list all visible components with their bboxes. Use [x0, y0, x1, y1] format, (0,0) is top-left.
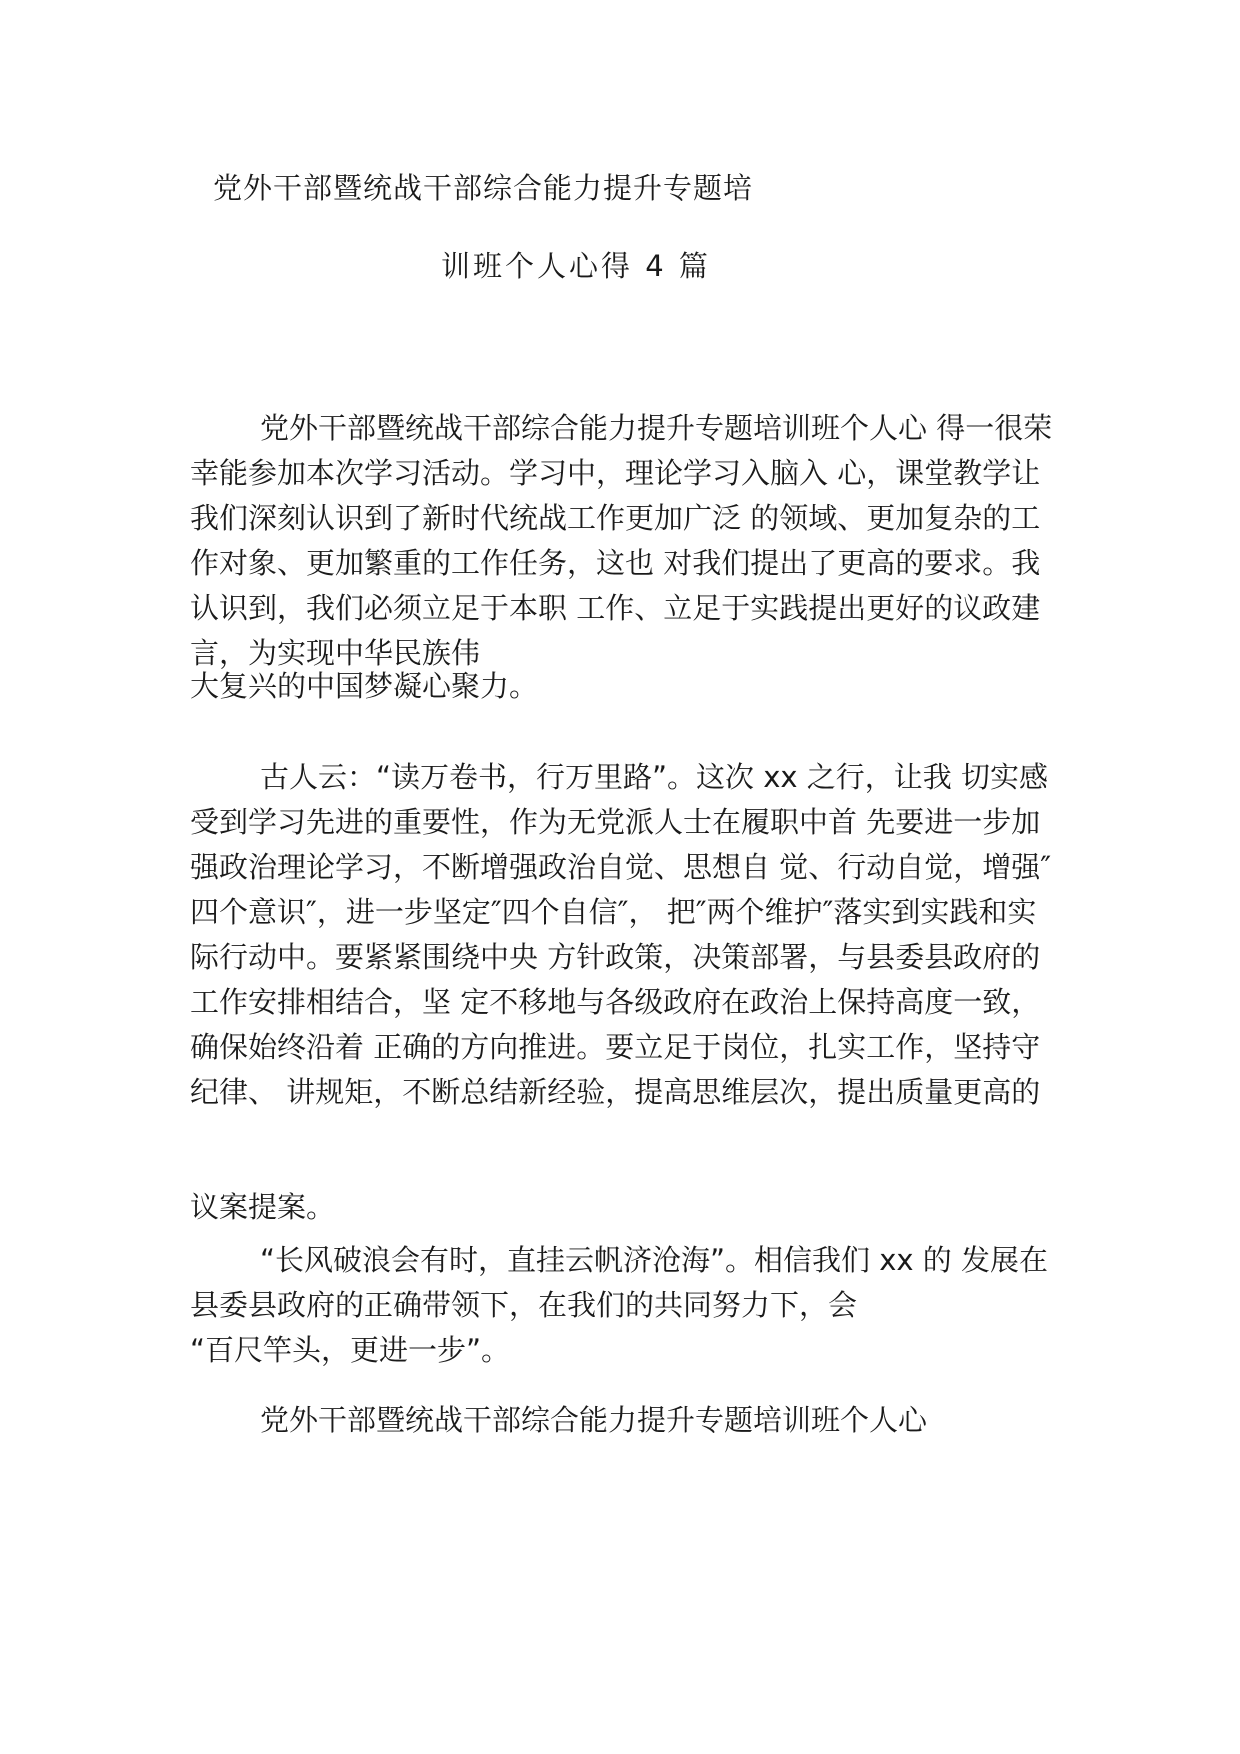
paragraph-4	[190, 1398, 1060, 1443]
paragraph-2-tail	[190, 1185, 1060, 1230]
paragraph-2-tail-text: 议案提案。	[190, 1190, 336, 1224]
paragraph-3	[190, 1238, 1060, 1328]
paragraph-1-text: 党外干部暨统战干部综合能力提升专题培训班个人心 得一很荣幸能参加本次学习活动。学习中，理论学习入脑入 心，课堂教学让我们深刻认识到了新时代统战工作更加广泛 的领域、更加复杂的工作对象、更加繁重的工作任务，这也 对我们提出了更高的要求。我认识到，我们必须立足于本职 工作、立足于实践提出更好的议政建言，为实现中华民族伟	[190, 411, 1053, 670]
paragraph-2	[190, 755, 1060, 1115]
paragraph-2-text: 古人云：“读万卷书，行万里路”。这次 xx 之行，让我 切实感受到学习先进的重要性，作为无党派人士在履职中首 先要进一步加强政治理论学习，不断增强政治自觉、思想自 觉、行动自觉，增强″四个意识″，进一步坚定″四个自信″， 把″两个维护″落实到实践和实际行动中。要紧紧围绕中央 方针政策，决策部署，与县委县政府的工作安排相结合，坚 定不移地与各级政府在政治上保持高度一致，确保始终沿着 正确的方向推进。要立足于岗位，扎实工作，坚持守纪律、 讲规矩，不断总结新经验，提高思维层次，提出质量更高的	[190, 760, 1052, 1109]
paragraph-1	[190, 406, 1060, 676]
paragraph-4-text: 党外干部暨统战干部综合能力提升专题培训班个人心	[260, 1403, 928, 1437]
document-title-line-1: 党外干部暨统战干部综合能力提升专题培	[213, 171, 754, 205]
paragraph-3-text: “长风破浪会有时，直挂云帆济沧海”。相信我们 xx 的 发展在县委县政府的正确带领下，在我们的共同努力下，会	[190, 1243, 1049, 1322]
paragraph-3-tail	[190, 1328, 1060, 1373]
document-title-line-2: 训班个人心得 4 篇	[441, 249, 711, 283]
paragraph-1-tail	[190, 664, 1060, 709]
paragraph-1-tail-text: 大复兴的中国梦凝心聚力。	[190, 669, 539, 703]
paragraph-3-tail-text: “百尺竿头，更进一步”。	[190, 1333, 511, 1367]
